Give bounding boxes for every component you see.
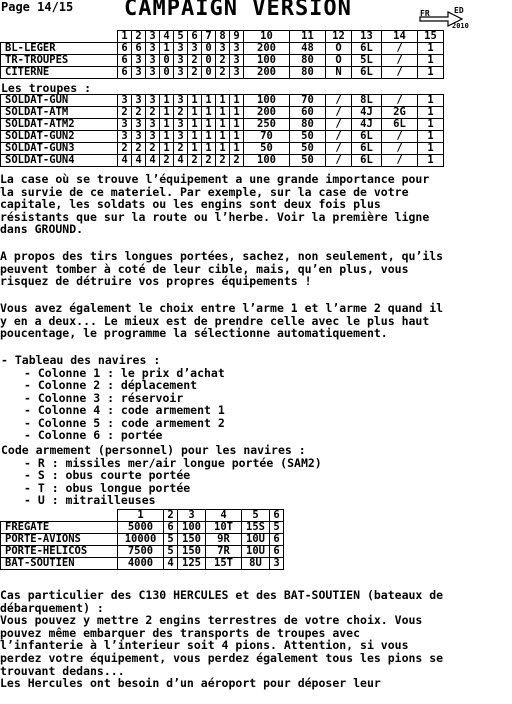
- troops-cell: 1: [188, 119, 202, 131]
- troops-cell: 4: [146, 155, 160, 167]
- troops-cell: 8L: [352, 95, 382, 107]
- troops-cell: 3: [146, 131, 160, 143]
- troops-cell: 6L: [352, 143, 382, 155]
- troops-cell: 4: [118, 155, 132, 167]
- troops-row-name: SOLDAT-GUN2: [1, 131, 118, 143]
- troops-cell: 2: [230, 155, 244, 167]
- vehicles-cell: 3: [146, 55, 160, 67]
- vehicles-cell: 0: [160, 67, 174, 79]
- troops-label: Les troupes :: [1, 81, 92, 95]
- weapon-code-item: - R : missiles mer/air longue portée (SAM2): [24, 456, 322, 470]
- troops-cell: 200: [244, 107, 290, 119]
- ships-row-name: BAT-SOUTIEN: [1, 558, 118, 570]
- vehicles-cell: 6L: [352, 67, 382, 79]
- logo-text-ed: ED: [454, 6, 464, 15]
- vehicles-cell: 48: [290, 43, 326, 55]
- troops-cell: /: [326, 131, 352, 143]
- troops-row-name: SOLDAT-ATM: [1, 107, 118, 119]
- troops-cell: 2: [132, 107, 146, 119]
- vehicles-cell: /: [382, 67, 418, 79]
- ships-table: [0, 509, 284, 570]
- ships-column-header: 2: [164, 510, 178, 522]
- troops-cell: 3: [118, 119, 132, 131]
- vehicles-cell: 6: [118, 67, 132, 79]
- ships-cell: 7R: [206, 546, 242, 558]
- vehicles-cell: 3: [230, 67, 244, 79]
- troops-cell: 100: [244, 95, 290, 107]
- troops-cell: /: [382, 143, 418, 155]
- vehicles-column-header: 3: [146, 31, 160, 43]
- ships-column-header: 1: [118, 510, 164, 522]
- troops-cell: 6L: [352, 131, 382, 143]
- vehicles-column-header: 10: [244, 31, 290, 43]
- paragraph-line: perdez votre équipement, vous perdez également tous les pions se: [0, 650, 444, 665]
- troops-cell: 250: [244, 119, 290, 131]
- troops-cell: /: [326, 95, 352, 107]
- vehicles-cell: 1: [418, 43, 444, 55]
- troops-cell: 2: [146, 107, 160, 119]
- ships-cell: 10T: [206, 522, 242, 534]
- troops-row: [1, 131, 444, 143]
- troops-cell: 4: [132, 155, 146, 167]
- paragraph-line: trouvant dedans...: [0, 663, 125, 678]
- troops-cell: 4J: [352, 119, 382, 131]
- vehicles-column-header: 5: [174, 31, 188, 43]
- troops-cell: 1: [188, 107, 202, 119]
- ships-cell: 5: [270, 522, 284, 534]
- vehicles-column-header: 11: [290, 31, 326, 43]
- vehicles-row: [1, 67, 444, 79]
- paragraph-line: Vous avez également le choix entre l’arme 1 et l’arme 2 quand il: [0, 301, 444, 315]
- troops-cell: 70: [244, 131, 290, 143]
- troops-cell: 3: [132, 131, 146, 143]
- ships-column-item: - Colonne 4 : code armement 1: [24, 403, 225, 418]
- troops-row: [1, 107, 444, 119]
- paragraph-line: y en a deux... Le mieux est de prendre celle avec le plus haut: [0, 313, 430, 328]
- troops-cell: 1: [216, 131, 230, 143]
- vehicles-cell: 6: [118, 43, 132, 55]
- ships-cell: 6: [164, 522, 178, 534]
- troops-cell: 6L: [352, 155, 382, 167]
- troops-cell: 1: [202, 107, 216, 119]
- paragraph-line: A propos des tirs longues portées, sachez, non seulement, qu’ils: [0, 249, 444, 263]
- troops-cell: 50: [290, 143, 326, 155]
- paragraph-line: La case où se trouve l’équipement a une grande importance pour: [0, 172, 430, 186]
- ships-row: [1, 522, 284, 534]
- troops-cell: 2: [202, 155, 216, 167]
- troops-cell: 70: [290, 95, 326, 107]
- page-number: Page 14/15: [1, 0, 74, 14]
- vehicles-cell: 2: [188, 55, 202, 67]
- ships-cell: 3: [270, 558, 284, 570]
- vehicles-cell: 6: [132, 43, 146, 55]
- ships-cell: 5: [164, 546, 178, 558]
- vehicles-column-header: 12: [326, 31, 352, 43]
- page-title: CAMPAIGN VERSION: [124, 0, 352, 21]
- troops-cell: 4: [174, 155, 188, 167]
- troops-cell: 1: [202, 143, 216, 155]
- troops-row: [1, 119, 444, 131]
- troops-cell: 50: [290, 155, 326, 167]
- vehicles-cell: 100: [244, 55, 290, 67]
- vehicles-cell: 0: [160, 55, 174, 67]
- troops-cell: /: [326, 143, 352, 155]
- troops-cell: 2: [160, 155, 174, 167]
- troops-cell: 1: [418, 95, 444, 107]
- troops-cell: 1: [418, 155, 444, 167]
- vehicles-row-name: BL-LEGER: [1, 43, 118, 55]
- vehicles-cell: 1: [418, 67, 444, 79]
- vehicles-cell: 3: [146, 43, 160, 55]
- vehicles-column-header: 2: [132, 31, 146, 43]
- vehicles-row: [1, 43, 444, 55]
- troops-cell: 2G: [382, 107, 418, 119]
- vehicles-cell: 3: [230, 43, 244, 55]
- ships-cell: 6: [270, 534, 284, 546]
- vehicles-cell: 3: [174, 43, 188, 55]
- vehicles-cell: O: [326, 43, 352, 55]
- paragraph-ground-importance: [0, 173, 510, 236]
- troops-row-name: SOLDAT-ATM2: [1, 119, 118, 131]
- troops-cell: 1: [202, 119, 216, 131]
- ships-column-header: 3: [178, 510, 206, 522]
- vehicles-cell: N: [326, 67, 352, 79]
- troops-cell: 2: [216, 155, 230, 167]
- troops-cell: 3: [118, 131, 132, 143]
- ships-cell: 9R: [206, 534, 242, 546]
- vehicles-cell: /: [382, 55, 418, 67]
- vehicles-cell: 6: [118, 55, 132, 67]
- paragraph-line: poucentage, le programme la sélectionne automatiquement.: [0, 326, 388, 341]
- vehicles-cell: 2: [216, 55, 230, 67]
- troops-row: [1, 143, 444, 155]
- troops-cell: 2: [174, 107, 188, 119]
- troops-cell: 1: [188, 143, 202, 155]
- vehicles-cell: 3: [174, 55, 188, 67]
- troops-cell: /: [382, 131, 418, 143]
- ships-cell: 15S: [242, 522, 270, 534]
- troops-cell: 3: [146, 95, 160, 107]
- troops-cell: /: [382, 95, 418, 107]
- paragraph-line: débarquement) :: [0, 600, 104, 615]
- vehicles-cell: 80: [290, 55, 326, 67]
- ships-cell: 125: [178, 558, 206, 570]
- vehicles-cell: 3: [188, 43, 202, 55]
- logo-text-fr: FR: [420, 9, 430, 18]
- troops-cell: 1: [230, 119, 244, 131]
- troops-row-name: SOLDAT-GUN4: [1, 155, 118, 167]
- vehicles-column-header: 4: [160, 31, 174, 43]
- troops-cell: 3: [132, 119, 146, 131]
- weapon-code-title: Code armement (personnel) pour les navires :: [1, 443, 306, 457]
- ships-column-item: - Colonne 3 : réservoir: [24, 390, 184, 405]
- troops-cell: 2: [118, 143, 132, 155]
- troops-cell: 1: [230, 107, 244, 119]
- paragraph-line: Vous pouvez y mettre 2 engins terrestres de votre choix. Vous: [0, 613, 423, 628]
- vehicles-column-header: 15: [418, 31, 444, 43]
- vehicles-column-header: 14: [382, 31, 418, 43]
- troops-row: [1, 95, 444, 107]
- troops-cell: /: [326, 107, 352, 119]
- ships-cell: 6: [270, 546, 284, 558]
- vehicles-cell: 0: [202, 67, 216, 79]
- troops-cell: 3: [174, 95, 188, 107]
- paragraph-line: la survie de ce materiel. Par exemple, sur la case de votre: [0, 184, 409, 199]
- troops-cell: /: [382, 155, 418, 167]
- vehicles-row-name: TR-TROUPES: [1, 55, 118, 67]
- paragraph-line: l’infanterie à l’interieur soit 4 pions. Attention, si vous: [0, 638, 409, 653]
- ships-row: [1, 558, 284, 570]
- paragraph-line: pouvez même embarquer des transports de troupes avec: [0, 625, 361, 640]
- troops-cell: 3: [174, 119, 188, 131]
- ships-cell: 5000: [118, 522, 164, 534]
- vehicles-cell: 5L: [352, 55, 382, 67]
- troops-cell: /: [326, 155, 352, 167]
- troops-cell: 3: [132, 95, 146, 107]
- vehicles-column-header: 1: [118, 31, 132, 43]
- vehicles-column-header: 13: [352, 31, 382, 43]
- ships-cell: 5: [164, 534, 178, 546]
- troops-cell: 1: [230, 95, 244, 107]
- ships-column-header: 4: [206, 510, 242, 522]
- troops-cell: 1: [230, 143, 244, 155]
- weapon-code-item: - T : obus longue portée: [24, 480, 191, 495]
- ships-row-name: PORTE-AVIONS: [1, 534, 118, 546]
- troops-cell: 1: [202, 131, 216, 143]
- ships-column-item: - Colonne 2 : déplacement: [24, 378, 198, 393]
- vehicles-table: [0, 30, 444, 79]
- ships-cell: 15T: [206, 558, 242, 570]
- vehicles-cell: 1: [160, 43, 174, 55]
- ships-header-row: [1, 510, 284, 522]
- paragraph-long-range-fire: [0, 250, 510, 288]
- ships-row-name: PORTE-HELICOS: [1, 546, 118, 558]
- vehicles-cell: 0: [202, 55, 216, 67]
- troops-cell: 80: [290, 119, 326, 131]
- paragraph-line: Les Hercules ont besoin d’un aéroport pour déposer leur: [0, 676, 381, 691]
- troops-cell: 3: [146, 119, 160, 131]
- troops-cell: 1: [230, 131, 244, 143]
- ships-cell: 7500: [118, 546, 164, 558]
- vehicles-cell: 2: [216, 67, 230, 79]
- troops-cell: 2: [146, 143, 160, 155]
- ships-row: [1, 534, 284, 546]
- paragraph-line: peuvent tomber à coté de leur cible, mais, qu’en plus, vous: [0, 261, 409, 276]
- paragraph-line: résistants que sur la route ou l’herbe. Voir la première ligne: [0, 209, 430, 224]
- troops-cell: 1: [216, 119, 230, 131]
- paragraph-line: capitale, les soldats ou les engins sont deux fois plus: [0, 197, 381, 212]
- vehicles-cell: 3: [216, 43, 230, 55]
- vehicles-column-header: 9: [230, 31, 244, 43]
- paragraph-hercules: [0, 589, 510, 690]
- troops-cell: 3: [118, 95, 132, 107]
- troops-cell: 1: [160, 107, 174, 119]
- troops-cell: 2: [188, 155, 202, 167]
- troops-cell: 50: [244, 143, 290, 155]
- vehicles-column-header: 7: [202, 31, 216, 43]
- vehicles-column-header: 8: [216, 31, 230, 43]
- troops-cell: 1: [188, 95, 202, 107]
- ships-cell: 150: [178, 534, 206, 546]
- weapon-code-item: - S : obus courte portée: [24, 468, 191, 483]
- ships-row-name: FREGATE: [1, 522, 118, 534]
- paragraph-line: risquez de détruire vos propres équipements !: [0, 274, 312, 289]
- vehicles-cell: /: [382, 43, 418, 55]
- vehicles-cell: 0: [202, 43, 216, 55]
- troops-cell: 2: [118, 107, 132, 119]
- troops-cell: 1: [160, 131, 174, 143]
- ships-column-header: 6: [270, 510, 284, 522]
- troops-cell: 60: [290, 107, 326, 119]
- ships-columns-list: [24, 367, 225, 441]
- ships-column-item: - Colonne 1 : le prix d’achat: [24, 366, 225, 380]
- troops-cell: 1: [160, 143, 174, 155]
- ships-columns-title: - Tableau des navires :: [1, 353, 161, 367]
- troops-cell: 1: [418, 131, 444, 143]
- troops-cell: 100: [244, 155, 290, 167]
- ships-cell: 10000: [118, 534, 164, 546]
- logo-year: 2010: [452, 22, 469, 30]
- troops-cell: 1: [418, 143, 444, 155]
- vehicles-cell: 80: [290, 67, 326, 79]
- ships-column-item: - Colonne 6 : portée: [24, 428, 163, 443]
- troops-cell: 1: [160, 119, 174, 131]
- troops-cell: 2: [132, 143, 146, 155]
- troops-row-name: SOLDAT-GUN: [1, 95, 118, 107]
- troops-cell: /: [326, 119, 352, 131]
- vehicles-header-blank: [1, 31, 118, 43]
- ships-header-blank: [1, 510, 118, 522]
- troops-cell: 1: [418, 119, 444, 131]
- vehicles-cell: O: [326, 55, 352, 67]
- paragraph-line: dans GROUND.: [0, 222, 84, 237]
- ships-column-item: - Colonne 5 : code armement 2: [24, 415, 225, 430]
- fred-logo: [418, 6, 474, 32]
- troops-cell: 1: [216, 95, 230, 107]
- ships-cell: 150: [178, 546, 206, 558]
- troops-cell: 4J: [352, 107, 382, 119]
- troops-cell: 6L: [382, 119, 418, 131]
- troops-cell: 1: [418, 107, 444, 119]
- vehicles-cell: 3: [132, 67, 146, 79]
- vehicles-cell: 1: [418, 55, 444, 67]
- vehicles-cell: 3: [132, 55, 146, 67]
- vehicles-column-header: 6: [188, 31, 202, 43]
- troops-row-name: SOLDAT-GUN3: [1, 143, 118, 155]
- vehicles-row-name: CITERNE: [1, 67, 118, 79]
- vehicles-cell: 3: [174, 67, 188, 79]
- ships-cell: 8U: [242, 558, 270, 570]
- troops-cell: 1: [216, 107, 230, 119]
- vehicles-cell: 3: [146, 67, 160, 79]
- troops-cell: 50: [290, 131, 326, 143]
- ships-cell: 4000: [118, 558, 164, 570]
- vehicles-cell: 200: [244, 43, 290, 55]
- troops-cell: 1: [216, 143, 230, 155]
- vehicles-cell: 200: [244, 67, 290, 79]
- troops-cell: 3: [174, 131, 188, 143]
- troops-cell: 1: [188, 131, 202, 143]
- vehicles-row: [1, 55, 444, 67]
- vehicles-cell: 6L: [352, 43, 382, 55]
- weapon-code-item: - U : mitrailleuses: [24, 493, 156, 508]
- vehicles-cell: 2: [188, 67, 202, 79]
- ships-cell: 4: [164, 558, 178, 570]
- paragraph-weapon-choice: [0, 302, 510, 340]
- troops-cell: 1: [202, 95, 216, 107]
- vehicles-header-row: [1, 31, 444, 43]
- troops-cell: 1: [160, 95, 174, 107]
- ships-cell: 100: [178, 522, 206, 534]
- ships-column-header: 5: [242, 510, 270, 522]
- troops-cell: 2: [174, 143, 188, 155]
- vehicles-cell: 3: [230, 55, 244, 67]
- ships-cell: 10U: [242, 534, 270, 546]
- troops-row: [1, 155, 444, 167]
- ships-row: [1, 546, 284, 558]
- paragraph-line: Cas particulier des C130 HERCULES et des BAT-SOUTIEN (bateaux de: [0, 588, 444, 602]
- weapon-code-list: [24, 457, 322, 507]
- ships-cell: 10U: [242, 546, 270, 558]
- troops-table: [0, 94, 444, 167]
